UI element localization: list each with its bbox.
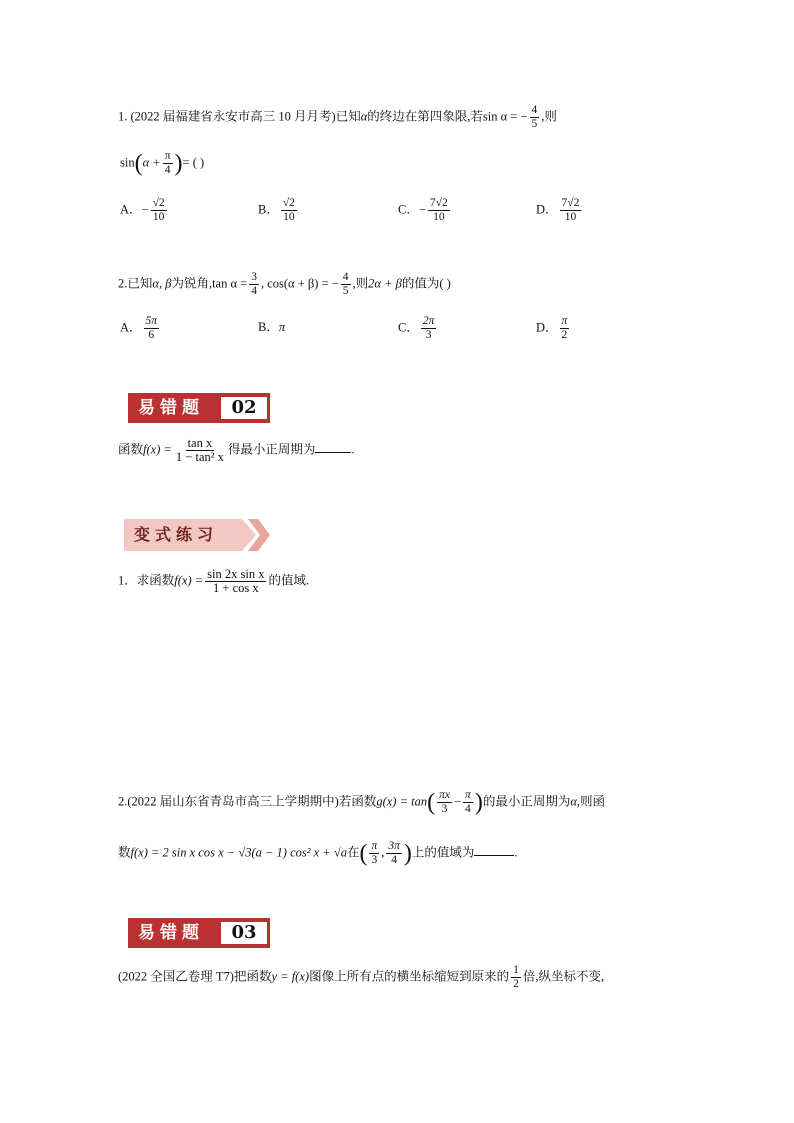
q1-fraction: $\frac{4}{5}$ [531,104,538,130]
q1-pi-fraction: $\frac{\pi}{4}$ [164,150,171,176]
q2-option-d: D． $\frac{\pi}{2}$ [536,315,568,341]
q1-option-d: D． $\frac{7√2}{10}$ [536,197,580,223]
err02-answer-blank [315,452,351,453]
err03-line: (2022 全国乙卷理 T7)把函数y = f(x)图像上所有点的横坐标缩短到原来的 $\frac{1}{2}$ 倍,纵坐标不变, [118,964,605,990]
q1-line1 [118,104,557,131]
err02-line: 函数f(x) = $\frac{\text{tan x}}{\text{1 − tan² x}}$ 得最小正周期为 . [118,436,355,464]
q1-mid: 的终边在第四象限,若 [367,109,483,124]
err03-fraction: $\frac{1}{2}$ [513,964,519,990]
q2-option-b: B．π [258,320,286,334]
q1-intro: 1. (2022 届福建省永安市高三 10 月月考)已知 [118,109,361,124]
var2-line1: 2.(2022 届山东省青岛市高三上学期期中)若函数g(x) = tan( $\frac{\pi x}{3}$ − $\frac{\pi}{4}$ )的最小正周期为α,则函 [118,789,606,816]
banner-label: 变式练习 [134,525,219,544]
q1-sin-expr: sin α = − [482,109,528,124]
banner-label: 易错题 [128,393,270,423]
q1-paren-left: ( [134,150,143,177]
var1-line: 1．求函数f(x) = $\frac{\text{sin 2x sin x}}{\text{1 + cos x}}$ 的值域. [118,567,310,595]
variant-practice-banner [124,517,270,553]
banner-number: 03 [220,921,268,945]
var2-line2: 数f(x) = 2 sin x cos x − √3(a − 1) cos² x + √a在( $\frac{\pi}{3}$ , $\frac{3\pi}{4}$ )上的值域为 . [118,840,518,867]
q1-inner: α + [142,155,161,170]
error-banner-02 [128,393,270,423]
q2-cos-fraction: $\frac{4}{5}$ [342,271,349,297]
q2-option-a: A． $\frac{5\pi}{6}$ [120,315,158,341]
var1-fraction: $\frac{\text{sin 2x sin x}}{\text{1 + cos x}}$ [207,567,265,595]
q1-sin: sin [120,155,135,170]
q2-line: 2.已知α, β为锐角,tan α = $\frac{3}{4}$ , cos(α + β) = − $\frac{4}{5}$ ,则2α + β的值为( ) [118,271,451,297]
q1-line2 [120,150,204,177]
q1-option-b: B． $\frac{√2}{10}$ [258,197,295,223]
q2-option-c: C． $\frac{2\pi}{3}$ [398,315,435,341]
var2-answer-blank [474,855,514,856]
q1-paren-right: ) [174,150,183,177]
banner-number: 02 [220,396,268,420]
q1-option-a: A．− $\frac{√2}{10}$ [120,197,165,223]
err02-fraction: $\frac{\text{tan x}}{\text{1 − tan² x}}$ [175,436,224,464]
q1-alpha: α [360,109,368,124]
error-banner-03 [128,918,270,948]
q1-suffix: ,则 [541,109,557,124]
q2-tan-fraction: $\frac{3}{4}$ [251,271,257,297]
q1-option-c: C．− $\frac{7√2}{10}$ [398,197,448,223]
q2-vars: α, β [152,276,172,291]
q1-eq: = ( ) [182,155,205,170]
banner-label: 易错题 [128,918,270,948]
